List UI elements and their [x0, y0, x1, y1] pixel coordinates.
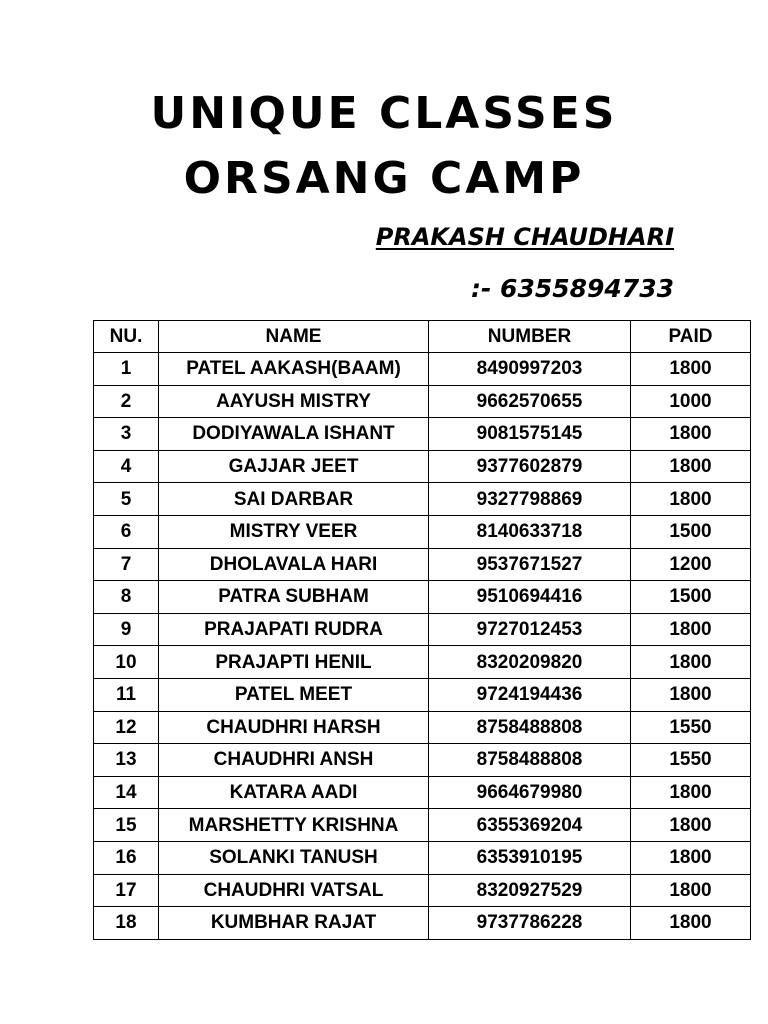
paid-amount-cell: 1800 [631, 907, 751, 940]
serial-number-cell: 1 [94, 353, 159, 386]
serial-number-cell: 8 [94, 581, 159, 614]
serial-number-cell: 15 [94, 809, 159, 842]
student-fee-table [93, 320, 751, 940]
table-row [94, 646, 751, 679]
table-row [94, 841, 751, 874]
serial-number-cell: 16 [94, 841, 159, 874]
table-row [94, 353, 751, 386]
paid-amount-cell: 1000 [631, 385, 751, 418]
serial-number-cell: 4 [94, 450, 159, 483]
phone-number-cell: 8490997203 [429, 353, 631, 386]
serial-number-cell: 7 [94, 548, 159, 581]
phone-number-cell: 9664679980 [429, 776, 631, 809]
table-row [94, 613, 751, 646]
phone-number-cell: 9327798869 [429, 483, 631, 516]
table-row [94, 483, 751, 516]
paid-amount-cell: 1500 [631, 581, 751, 614]
teacher-name: PRAKASH CHAUDHARI [375, 223, 674, 251]
student-name-cell: DHOLAVALA HARI [159, 548, 429, 581]
serial-number-cell: 5 [94, 483, 159, 516]
serial-number-cell: 13 [94, 744, 159, 777]
table-row [94, 744, 751, 777]
paid-amount-cell: 1800 [631, 776, 751, 809]
table-row [94, 907, 751, 940]
phone-number-cell: 6355369204 [429, 809, 631, 842]
paid-amount-cell: 1800 [631, 809, 751, 842]
student-name-cell: DODIYAWALA ISHANT [159, 418, 429, 451]
phone-number-cell: 9737786228 [429, 907, 631, 940]
phone-number-cell: 9081575145 [429, 418, 631, 451]
phone-number-cell: 8320927529 [429, 874, 631, 907]
student-name-cell: CHAUDHRI VATSAL [159, 874, 429, 907]
phone-number-cell: 9537671527 [429, 548, 631, 581]
serial-number-cell: 2 [94, 385, 159, 418]
phone-number-cell: 8758488808 [429, 744, 631, 777]
table-row [94, 711, 751, 744]
student-name-cell: PATRA SUBHAM [159, 581, 429, 614]
student-name-cell: MISTRY VEER [159, 515, 429, 548]
student-name-cell: AAYUSH MISTRY [159, 385, 429, 418]
paid-amount-cell: 1800 [631, 678, 751, 711]
paid-amount-cell: 1800 [631, 646, 751, 679]
table-row [94, 450, 751, 483]
paid-amount-cell: 1800 [631, 418, 751, 451]
table-row [94, 776, 751, 809]
document-title-line-2: ORSANG CAMP [183, 153, 585, 204]
table-row [94, 515, 751, 548]
phone-number-cell: 6353910195 [429, 841, 631, 874]
student-name-cell: SAI DARBAR [159, 483, 429, 516]
serial-number-cell: 18 [94, 907, 159, 940]
serial-number-cell: 6 [94, 515, 159, 548]
serial-number-cell: 17 [94, 874, 159, 907]
paid-amount-cell: 1550 [631, 744, 751, 777]
phone-number-cell: 9724194436 [429, 678, 631, 711]
paid-amount-cell: 1800 [631, 353, 751, 386]
table-row [94, 548, 751, 581]
phone-number-cell: 9377602879 [429, 450, 631, 483]
phone-number-cell: 8320209820 [429, 646, 631, 679]
paid-amount-cell: 1800 [631, 841, 751, 874]
paid-amount-cell: 1800 [631, 874, 751, 907]
serial-number-cell: 14 [94, 776, 159, 809]
table-row [94, 678, 751, 711]
serial-number-cell: 10 [94, 646, 159, 679]
table-body [94, 353, 751, 940]
paid-amount-cell: 1800 [631, 613, 751, 646]
table-header-row [94, 321, 751, 353]
column-header-name: NAME [159, 321, 429, 353]
student-name-cell: PRAJAPTI HENIL [159, 646, 429, 679]
student-name-cell: PRAJAPATI RUDRA [159, 613, 429, 646]
student-name-cell: CHAUDHRI HARSH [159, 711, 429, 744]
phone-number-cell: 9727012453 [429, 613, 631, 646]
student-name-cell: MARSHETTY KRISHNA [159, 809, 429, 842]
student-name-cell: PATEL AAKASH(BAAM) [159, 353, 429, 386]
table-row [94, 385, 751, 418]
phone-number-cell: 8758488808 [429, 711, 631, 744]
paid-amount-cell: 1200 [631, 548, 751, 581]
teacher-phone: :- 6355894733 [470, 274, 674, 303]
student-name-cell: SOLANKI TANUSH [159, 841, 429, 874]
student-name-cell: KATARA AADI [159, 776, 429, 809]
table-row [94, 418, 751, 451]
serial-number-cell: 12 [94, 711, 159, 744]
table-row [94, 809, 751, 842]
student-name-cell: GAJJAR JEET [159, 450, 429, 483]
student-name-cell: CHAUDHRI ANSH [159, 744, 429, 777]
table-row [94, 874, 751, 907]
serial-number-cell: 11 [94, 678, 159, 711]
column-header-paid: PAID [631, 321, 751, 353]
serial-number-cell: 3 [94, 418, 159, 451]
column-header-phone: NUMBER [429, 321, 631, 353]
student-name-cell: KUMBHAR RAJAT [159, 907, 429, 940]
document-title-line-1: UNIQUE CLASSES [150, 88, 618, 139]
phone-number-cell: 9510694416 [429, 581, 631, 614]
serial-number-cell: 9 [94, 613, 159, 646]
phone-number-cell: 9662570655 [429, 385, 631, 418]
paid-amount-cell: 1800 [631, 450, 751, 483]
column-header-number: NU. [94, 321, 159, 353]
paid-amount-cell: 1550 [631, 711, 751, 744]
paid-amount-cell: 1500 [631, 515, 751, 548]
paid-amount-cell: 1800 [631, 483, 751, 516]
phone-number-cell: 8140633718 [429, 515, 631, 548]
table-row [94, 581, 751, 614]
student-name-cell: PATEL MEET [159, 678, 429, 711]
